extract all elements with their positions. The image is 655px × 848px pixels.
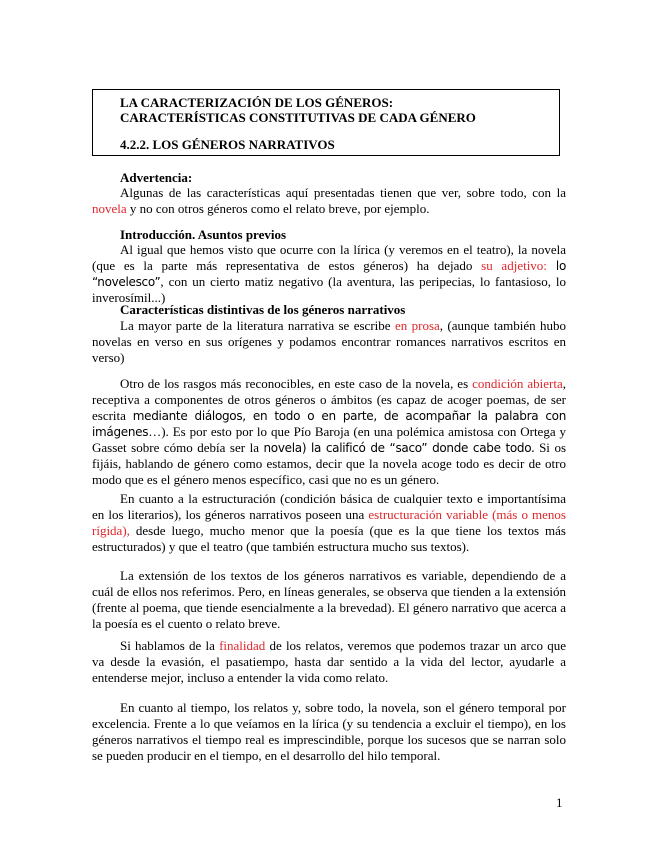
advertencia-text-2: y no con otros géneros como el relato breve, por ejemplo. bbox=[126, 201, 430, 216]
p2-dialogos: mediante diálogos, en todo o en parte, de acompañar la palabra con imágenes bbox=[92, 409, 567, 439]
introduccion-highlight: su adjetivo: bbox=[481, 258, 547, 273]
p5-text-2: de los relatos, veremos que podemos trazar un arco que va desde la evasión, el pasatiempo, hasta dar sentido a la vida del lector, ayudarle a entenderse mejor, incluso a entender la vida como relato. bbox=[92, 638, 566, 685]
introduccion-novelesco: lo “novelesco” bbox=[92, 259, 566, 289]
p1-text-2: , (aunque también hubo novelas en verso en sus orígenes y podamos encontrar romances narrativos escritos en verso) bbox=[92, 318, 566, 365]
introduccion-heading: Introducción. Asuntos previos bbox=[120, 227, 287, 242]
p3-text-2: desde luego, mucho menor que la poesía (que es la que tiene los textos más estructurados) y que el teatro (que también estructura mucho sus textos). bbox=[92, 523, 566, 554]
advertencia-paragraph bbox=[92, 185, 566, 217]
p1-text-1: La mayor parte de la literatura narrativa se escribe bbox=[120, 318, 395, 333]
p3-text-1: En cuanto a la estructuración (condición básica de cualquier texto e importantísima en los literarios), los géneros narrativos poseen una bbox=[92, 491, 566, 522]
caracteristicas-heading: Características distintivas de los géneros narrativos bbox=[120, 302, 406, 317]
p2-text-3: …). Es por esto por lo que Pío Baroja (en una polémica amistosa con Ortega y Gasset sobre cómo debía ser la bbox=[92, 424, 566, 455]
p5-highlight-finalidad: finalidad bbox=[219, 638, 266, 653]
page-number: 1 bbox=[556, 795, 563, 810]
caracteristicas-paragraph-3 bbox=[92, 491, 566, 555]
document-title-line2: CARACTERÍSTICAS CONSTITUTIVAS DE CADA GÉNERO bbox=[120, 110, 476, 125]
p2-text-2: , receptiva a componentes de otros géneros o ámbitos (es capaz de acoger poemas, de ser escrita bbox=[92, 376, 566, 423]
introduccion-paragraph bbox=[92, 242, 566, 306]
advertencia-highlight-novela: novela bbox=[92, 201, 127, 216]
p1-highlight-prosa: en prosa bbox=[394, 318, 440, 333]
p2-highlight-condicion: condición abierta bbox=[472, 376, 563, 391]
advertencia-heading: Advertencia: bbox=[120, 170, 193, 185]
p2-text-1: Otro de los rasgos más reconocibles, en este caso de la novela, es bbox=[120, 376, 473, 391]
caracteristicas-paragraph-2 bbox=[92, 376, 566, 488]
document-title-line1: LA CARACTERIZACIÓN DE LOS GÉNEROS: bbox=[120, 95, 394, 110]
section-title: 4.2.2. LOS GÉNEROS NARRATIVOS bbox=[120, 137, 335, 152]
p4-text-1: La extensión de los textos de los géneros narrativos es variable, dependiendo de a cuál de ellos nos referimos. Pero, en líneas generales, se observa que tienden a la extensión (frente al poema, que tiende esencialmente a la brevedad). El género narrativo que acerca a la poesía es el cuento o relato breve. bbox=[92, 568, 566, 631]
advertencia-text-1: Algunas de las características aquí presentadas tienen que ver, sobre todo, con la bbox=[120, 185, 566, 200]
caracteristicas-paragraph-4 bbox=[92, 568, 566, 632]
p3-highlight-estructuracion: estructuración variable (más o menos rígida), bbox=[92, 507, 566, 538]
caracteristicas-paragraph-5 bbox=[92, 638, 566, 686]
caracteristicas-paragraph-1 bbox=[92, 318, 566, 366]
p2-text-4: Si os fijáis, hablando de género como estamos, decir que la novela acoge todo es decir de otro modo que es el género menos específico, casi que no es un género. bbox=[92, 440, 566, 487]
p6-text-1: En cuanto al tiempo, los relatos y, sobre todo, la novela, son el género temporal por excelencia. Frente a lo que veíamos en la lírica (y su tendencia a excluir el tiempo), en los géneros narrativos el tiempo real es imprescindible, porque los sucesos que se narran solo se pueden producir en el tiempo, en el desarrollo del hilo temporal. bbox=[92, 700, 566, 763]
p5-text-1: Si hablamos de la bbox=[120, 638, 220, 653]
introduccion-text-2: , con un cierto matiz negativo (la aventura, las peripecias, lo fantasioso, lo inverosímil...) bbox=[92, 274, 566, 305]
p2-saco: novela) la calificó de “saco” donde cabe todo. bbox=[263, 441, 535, 455]
introduccion-text-1: Al igual que hemos visto que ocurre con la lírica (y veremos en el teatro), la novela (que es la parte más representativa de estos géneros) ha dejado bbox=[92, 242, 566, 273]
caracteristicas-paragraph-6 bbox=[92, 700, 566, 764]
